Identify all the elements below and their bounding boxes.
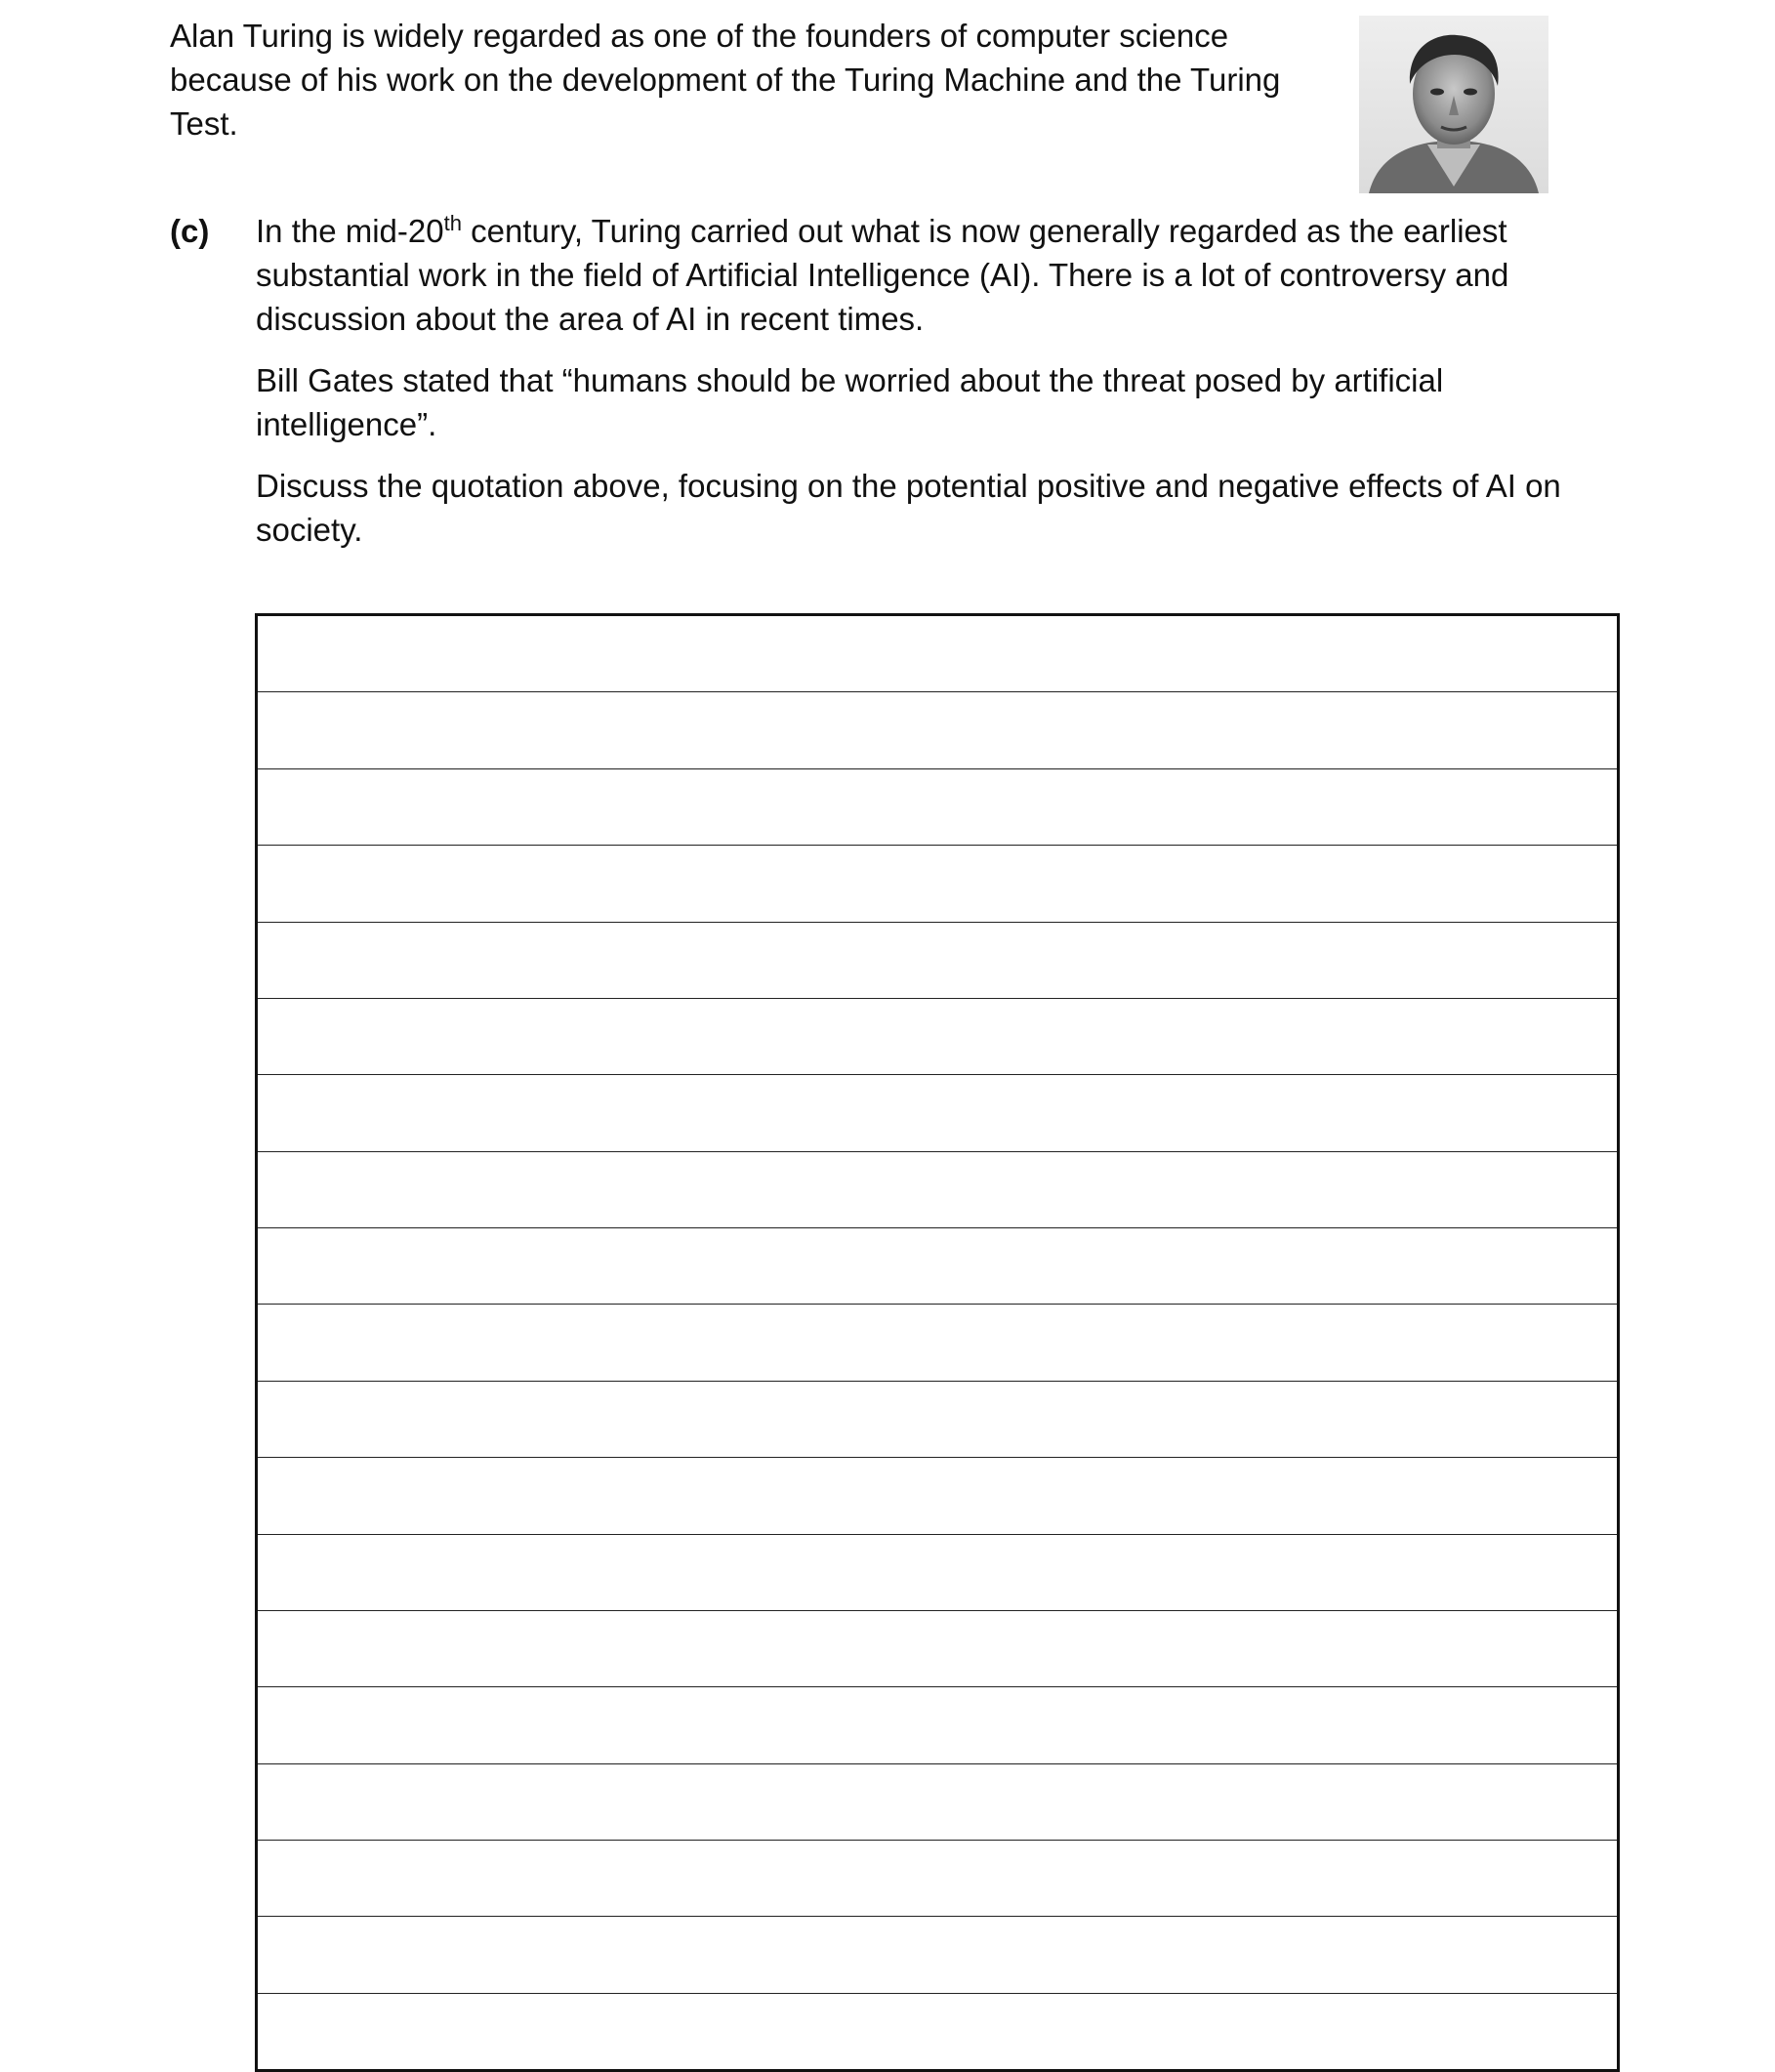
answer-line[interactable] <box>258 999 1617 1075</box>
question-part-label: (c) <box>170 213 210 249</box>
answer-line[interactable] <box>258 1841 1617 1917</box>
answer-line[interactable] <box>258 1458 1617 1534</box>
answer-line[interactable] <box>258 1917 1617 1993</box>
answer-line[interactable] <box>258 692 1617 768</box>
answer-line[interactable] <box>258 1382 1617 1458</box>
answer-line[interactable] <box>258 769 1617 846</box>
answer-line[interactable] <box>258 1687 1617 1763</box>
answer-line[interactable] <box>258 1611 1617 1687</box>
alan-turing-portrait <box>1359 16 1548 193</box>
answer-line[interactable] <box>258 1535 1617 1611</box>
answer-line[interactable] <box>258 1228 1617 1305</box>
answer-line[interactable] <box>258 1152 1617 1228</box>
question-body <box>256 209 1623 569</box>
portrait-photo-icon <box>1359 16 1548 193</box>
answer-line[interactable] <box>258 1764 1617 1841</box>
para1-before: In the mid-20 <box>256 213 444 249</box>
para1-after: century, Turing carried out what is now generally regarded as the earliest substantial work in the field of Artificial Intelligence (AI). There is a lot of controversy and discussion about the area of AI in recent times. <box>256 213 1509 337</box>
ordinal-superscript: th <box>443 211 462 235</box>
question-paragraph-3: Discuss the quotation above, focusing on the potential positive and negative effects of AI on society. <box>256 468 1561 548</box>
question-paragraph-1 <box>256 209 1623 341</box>
answer-box[interactable] <box>255 613 1620 2072</box>
answer-line[interactable] <box>258 1075 1617 1151</box>
intro-paragraph: Alan Turing is widely regarded as one of the founders of computer science because of his work on the development of the Turing Machine and the Turing Test. <box>170 18 1281 142</box>
answer-line[interactable] <box>258 923 1617 999</box>
answer-line[interactable] <box>258 616 1617 692</box>
question-paragraph-2: Bill Gates stated that “humans should be worried about the threat posed by artificial intelligence”. <box>256 362 1444 442</box>
answer-line[interactable] <box>258 1305 1617 1381</box>
answer-line[interactable] <box>258 1994 1617 2069</box>
answer-line[interactable] <box>258 846 1617 922</box>
